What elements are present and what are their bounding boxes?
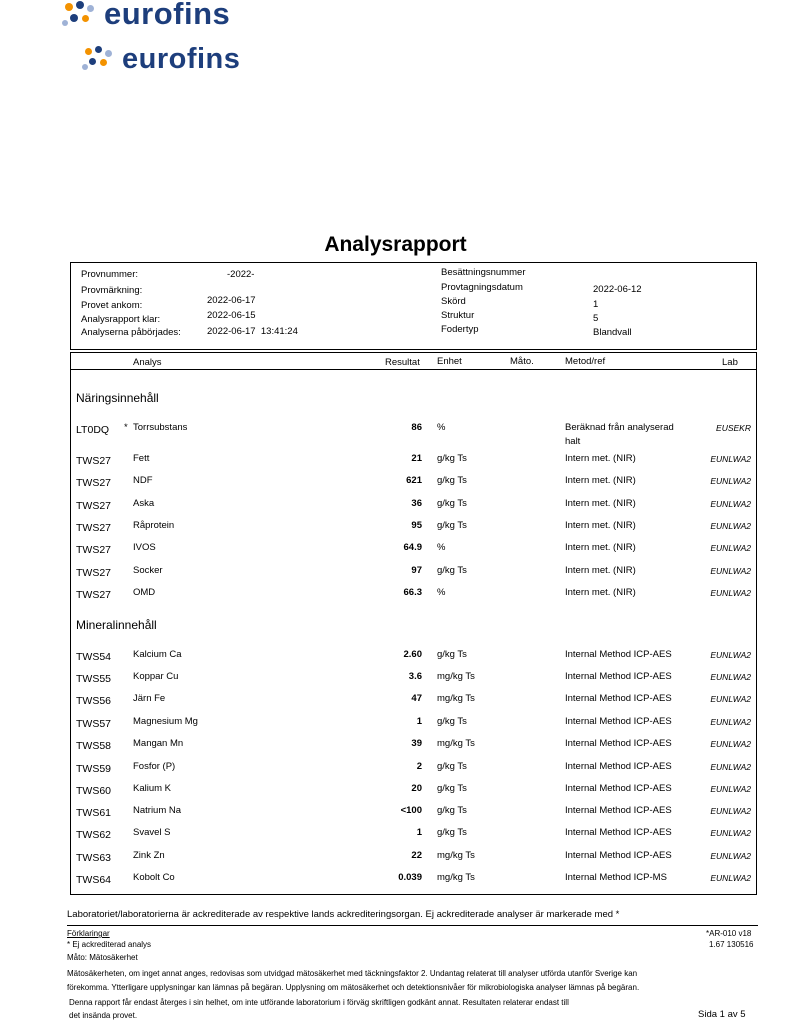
analysis-method: Intern met. (NIR) (565, 565, 636, 576)
analysis-lab: EUNLWA2 (710, 762, 751, 772)
analysis-result: 3.6 (408, 671, 422, 682)
analysis-method: Internal Method ICP-MS (565, 872, 667, 883)
analysis-method: Internal Method ICP-AES (565, 671, 672, 682)
info-label: Provmärkning: (81, 285, 143, 296)
analysis-name: NDF (133, 475, 153, 486)
analysis-code: TWS27 (76, 522, 112, 534)
analysis-result: 36 (411, 498, 422, 509)
analysis-code: TWS27 (76, 567, 112, 579)
analysis-unit: g/kg Ts (437, 805, 467, 816)
analysis-result: 39 (411, 738, 422, 749)
analysis-code: TWS60 (76, 785, 112, 797)
analysis-unit: % (437, 542, 446, 553)
analysis-unit: g/kg Ts (437, 649, 467, 660)
analysis-lab: EUNLWA2 (710, 650, 751, 660)
info-label: Skörd (441, 296, 466, 307)
analysis-method: Intern met. (NIR) (565, 498, 636, 509)
analysis-method: Internal Method ICP-AES (565, 693, 672, 704)
analysis-code: TWS54 (76, 651, 112, 663)
info-value: 2022-06-15 (207, 310, 256, 321)
uncertainty-note-line1: Mätosäkerheten, om inget annat anges, redovisas som utvidgad mätosäkerhet med täckningsfaktor 2. Undantag relaterat till analyser utförda utanför Sverige kan (67, 969, 638, 978)
analysis-result: 47 (411, 693, 422, 704)
analysis-lab: EUNLWA2 (710, 588, 751, 598)
analysis-unit: g/kg Ts (437, 783, 467, 794)
analysis-lab: EUNLWA2 (710, 476, 751, 486)
analysis-code: TWS63 (76, 852, 112, 864)
table-row (71, 761, 755, 781)
analysis-code: TWS55 (76, 673, 112, 685)
analysis-code: TWS59 (76, 763, 112, 775)
analysis-lab: EUNLWA2 (710, 784, 751, 794)
analysis-code: TWS58 (76, 740, 112, 752)
analysis-method: Internal Method ICP-AES (565, 761, 672, 772)
analysis-result: 2.60 (403, 649, 422, 660)
analysis-lab: EUNLWA2 (710, 521, 751, 531)
analysis-code: TWS64 (76, 874, 112, 886)
eurofins-logo-second (82, 42, 240, 76)
analysis-lab: EUNLWA2 (710, 806, 751, 816)
analysis-unit: g/kg Ts (437, 827, 467, 838)
analysis-method: Intern met. (NIR) (565, 520, 636, 531)
analysis-code: TWS56 (76, 695, 112, 707)
analysis-result: 66.3 (403, 587, 422, 598)
analysis-method: Intern met. (NIR) (565, 475, 636, 486)
column-metod: Metod/ref (565, 356, 606, 367)
analysis-code: TWS27 (76, 477, 112, 489)
analysis-method: Internal Method ICP-AES (565, 783, 672, 794)
analysis-method: Intern met. (NIR) (565, 542, 636, 553)
column-analys: Analys (133, 357, 162, 368)
analysis-method: Internal Method ICP-AES (565, 827, 672, 838)
table-row (71, 649, 755, 669)
not-accredited-marker: * (124, 422, 128, 433)
table-row (71, 850, 755, 870)
info-label: Analysrapport klar: (81, 314, 161, 325)
analysis-name: Magnesium Mg (133, 716, 198, 727)
table-row (71, 587, 755, 607)
analysis-lab: EUNLWA2 (710, 694, 751, 704)
analysis-result: 97 (411, 565, 422, 576)
explanations-heading: Förklaringar (67, 929, 110, 938)
analysis-result: 95 (411, 520, 422, 531)
page-title: Analysrapport (324, 233, 467, 256)
analysis-result: 21 (411, 453, 422, 464)
analysis-lab: EUNLWA2 (710, 499, 751, 509)
info-label: Besättningsnummer (441, 267, 526, 278)
reproduction-note-line1: Denna rapport får endast återges i sin helhet, om inte utförande laboratorium i förväg skriftligen godkänt annat. Resultaten relaterar endast till (69, 998, 569, 1007)
column-lab: Lab (722, 357, 738, 368)
info-label: Provet ankom: (81, 300, 143, 311)
analysis-lab: EUNLWA2 (710, 566, 751, 576)
analysis-method: Internal Method ICP-AES (565, 850, 672, 861)
mato-definition: Måto: Mätosäkerhet (67, 953, 138, 962)
table-row (71, 805, 755, 825)
eurofins-logo-dots-icon (62, 0, 98, 29)
eurofins-logo-dots-icon (82, 44, 116, 74)
results-table (70, 370, 757, 895)
table-row (71, 716, 755, 736)
analysis-result: 22 (411, 850, 422, 861)
analysis-result: 64.9 (403, 542, 422, 553)
analysis-lab: EUNLWA2 (710, 543, 751, 553)
analysis-name: Socker (133, 565, 163, 576)
analysis-code: TWS27 (76, 455, 112, 467)
info-value: 2022-06-17 13:41:24 (207, 326, 298, 337)
reproduction-note-line2: det insända provet. (69, 1011, 138, 1020)
analysis-method-continued: halt (565, 436, 581, 447)
analysis-result: 2 (416, 761, 422, 772)
table-row (71, 498, 755, 518)
analysis-name: Fosfor (P) (133, 761, 176, 772)
table-row (71, 827, 755, 847)
analysis-result: 20 (411, 783, 422, 794)
analysis-code: LT0DQ (76, 424, 110, 436)
analysis-result: <100 (400, 805, 422, 816)
analysis-code: TWS27 (76, 589, 112, 601)
analysis-code: TWS57 (76, 718, 112, 730)
info-label: Provtagningsdatum (441, 282, 523, 293)
analysis-unit: g/kg Ts (437, 498, 467, 509)
analysis-method: Intern met. (NIR) (565, 453, 636, 464)
analysis-unit: mg/kg Ts (437, 671, 475, 682)
analysis-unit: mg/kg Ts (437, 738, 475, 749)
analysis-name: Torrsubstans (133, 422, 188, 433)
analysis-unit: mg/kg Ts (437, 850, 475, 861)
logo-wordmark: eurofins (122, 42, 241, 75)
analysis-name: Mangan Mn (133, 738, 184, 749)
analysis-name: Råprotein (133, 520, 175, 531)
analysis-code: TWS27 (76, 500, 112, 512)
table-row (71, 542, 755, 562)
analysis-method: Internal Method ICP-AES (565, 805, 672, 816)
analysis-result: 1 (416, 827, 422, 838)
analysis-unit: g/kg Ts (437, 520, 467, 531)
not-accredited-legend: * Ej ackrediterad analys (67, 940, 152, 949)
analysis-method: Intern met. (NIR) (565, 587, 636, 598)
analysis-name: Fett (133, 453, 150, 464)
analysis-name: Natrium Na (133, 805, 182, 816)
table-row (71, 565, 755, 585)
document-number: 1.67 130516 (709, 940, 754, 949)
column-mato: Måto. (510, 356, 534, 367)
info-value: 2022-06-17 (207, 295, 256, 306)
footer-divider (67, 925, 758, 926)
analysis-lab: EUNLWA2 (710, 672, 751, 682)
analysis-name: Svavel S (133, 827, 171, 838)
analysis-unit: g/kg Ts (437, 761, 467, 772)
eurofins-logo-top (62, 0, 230, 32)
uncertainty-note-line2: förekomma. Ytterligare upplysningar kan lämnas på begäran. Upplysning om mätosäkerhet och detektionsnivåer för mikrobiologiska analyser lämnas på begäran. (67, 983, 640, 992)
analysis-method: Beräknad från analyserad (565, 422, 674, 433)
table-row (71, 475, 755, 495)
analysis-lab: EUNLWA2 (710, 873, 751, 883)
analysis-lab: EUSEKR (716, 423, 751, 433)
table-row (71, 671, 755, 691)
info-value: 5 (593, 313, 599, 324)
analysis-result: 86 (411, 422, 422, 433)
analysis-name: Kobolt Co (133, 872, 175, 883)
table-row (71, 453, 755, 473)
table-row (71, 422, 755, 447)
analysis-result: 621 (406, 475, 422, 486)
analysis-unit: % (437, 422, 446, 433)
logo-wordmark: eurofins (104, 0, 231, 31)
sample-info-box (70, 262, 757, 350)
analysis-name: Aska (133, 498, 155, 509)
analysis-lab: EUNLWA2 (710, 739, 751, 749)
analysis-unit: g/kg Ts (437, 716, 467, 727)
analysis-lab: EUNLWA2 (710, 828, 751, 838)
section-title: Näringsinnehåll (76, 391, 159, 405)
analysis-method: Internal Method ICP-AES (565, 738, 672, 749)
section-title: Mineralinnehåll (76, 618, 157, 632)
page-number: Sida 1 av 5 (698, 1009, 746, 1020)
analysis-unit: % (437, 587, 446, 598)
analysis-unit: g/kg Ts (437, 475, 467, 486)
analysis-name: IVOS (133, 542, 156, 553)
table-row (71, 783, 755, 803)
info-value: 2022-06-12 (593, 284, 642, 295)
analysis-name: Järn Fe (133, 693, 166, 704)
info-label: Struktur (441, 310, 475, 321)
analysis-unit: g/kg Ts (437, 565, 467, 576)
analysis-code: TWS62 (76, 829, 112, 841)
results-column-header (70, 352, 757, 370)
column-resultat: Resultat (385, 357, 420, 368)
column-enhet: Enhet (437, 356, 462, 367)
analysis-result: 1 (416, 716, 422, 727)
analysis-code: TWS61 (76, 807, 112, 819)
info-label: Fodertyp (441, 324, 479, 335)
info-value: -2022- (227, 269, 255, 280)
analysis-unit: mg/kg Ts (437, 872, 475, 883)
analysis-name: Zink Zn (133, 850, 165, 861)
analysis-name: OMD (133, 587, 156, 598)
analysis-unit: g/kg Ts (437, 453, 467, 464)
analysis-lab: EUNLWA2 (710, 717, 751, 727)
analysis-name: Kalcium Ca (133, 649, 182, 660)
analysis-lab: EUNLWA2 (710, 454, 751, 464)
accreditation-note: Laboratoriet/laboratorierna är ackrediterade av respektive lands ackrediteringsorgan. Ej ackrediterade analyser är markerade med * (67, 909, 620, 920)
document-version: *AR-010 v18 (706, 929, 752, 938)
analysis-code: TWS27 (76, 544, 112, 556)
analysis-method: Internal Method ICP-AES (565, 649, 672, 660)
analysis-result: 0.039 (398, 872, 422, 883)
table-row (71, 520, 755, 540)
info-label: Analyserna påbörjades: (81, 327, 181, 338)
info-value: Blandvall (593, 327, 632, 338)
info-value: 1 (593, 299, 599, 310)
analysis-name: Koppar Cu (133, 671, 179, 682)
analysis-name: Kalium K (133, 783, 172, 794)
analysis-lab: EUNLWA2 (710, 851, 751, 861)
analysis-method: Internal Method ICP-AES (565, 716, 672, 727)
table-row (71, 738, 755, 758)
table-row (71, 693, 755, 713)
analysis-unit: mg/kg Ts (437, 693, 475, 704)
table-row (71, 872, 755, 892)
info-label: Provnummer: (81, 269, 139, 280)
